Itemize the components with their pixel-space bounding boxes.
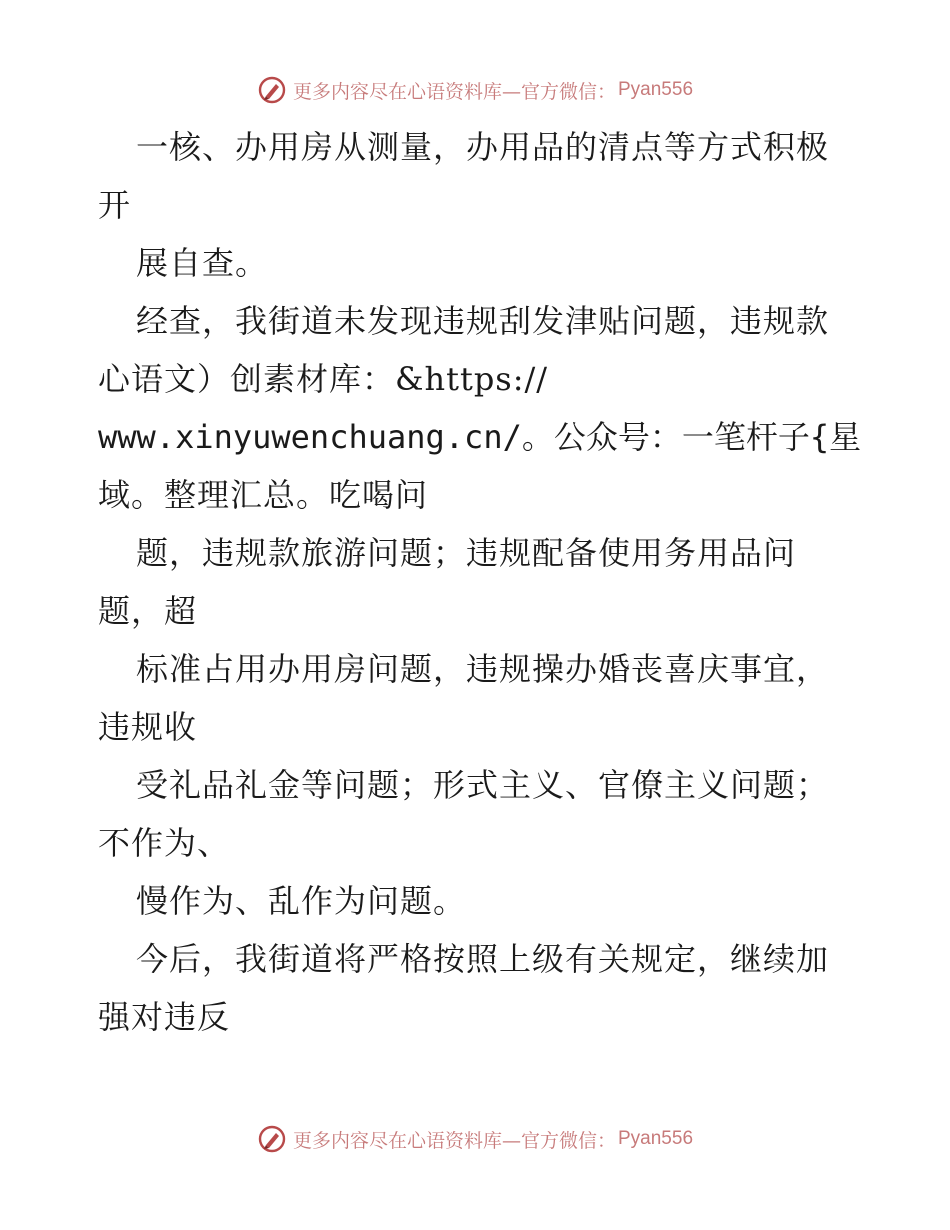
text-line: 强对违反 [98,998,231,1036]
text-line: 慢作为、乱作为问题。 [136,882,467,920]
text-line: 题，超 [98,592,198,630]
watermark-text: 更多内容尽在心语资料库—官方微信： [292,1129,616,1152]
text-line: 域。整理汇总。吃喝问 [98,476,429,514]
document-body [98,118,868,1046]
text-line: 不作为、 [98,824,231,862]
pen-circle-logo-icon [257,75,287,105]
text-line: 今后，我街道将严格按照上级有关规定，继续加 [136,940,830,978]
text-line: 题，违规款旅游问题；违规配备使用务用品问 [136,534,797,572]
text-line: 经查，我街道未发现违规刮发津贴问题，违规款 [136,302,830,340]
text-line-url: www.xinyuwenchuang.cn/。公众号：一笔杆子{星 [98,418,862,456]
pen-circle-logo-icon [257,1124,287,1154]
footer-watermark [0,1119,950,1159]
text-line: 开 [98,186,132,224]
watermark-wechat-id: Pyan556 [618,1128,694,1149]
header-watermark [0,70,950,110]
text-line: 展自查。 [136,244,269,282]
text-line: 一核、办用房从测量，办用品的清点等方式积极 [136,128,830,166]
watermark-text: 更多内容尽在心语资料库—官方微信： [292,80,616,103]
watermark-wechat-id: Pyan556 [618,79,694,100]
text-line: 违规收 [98,708,198,746]
text-line: 受礼品礼金等问题；形式主义、官僚主义问题； [136,766,830,804]
text-line: 心语文）创素材库：&https:// [98,360,549,398]
text-line: 标准占用办用房问题，违规操办婚丧喜庆事宜， [136,650,830,688]
